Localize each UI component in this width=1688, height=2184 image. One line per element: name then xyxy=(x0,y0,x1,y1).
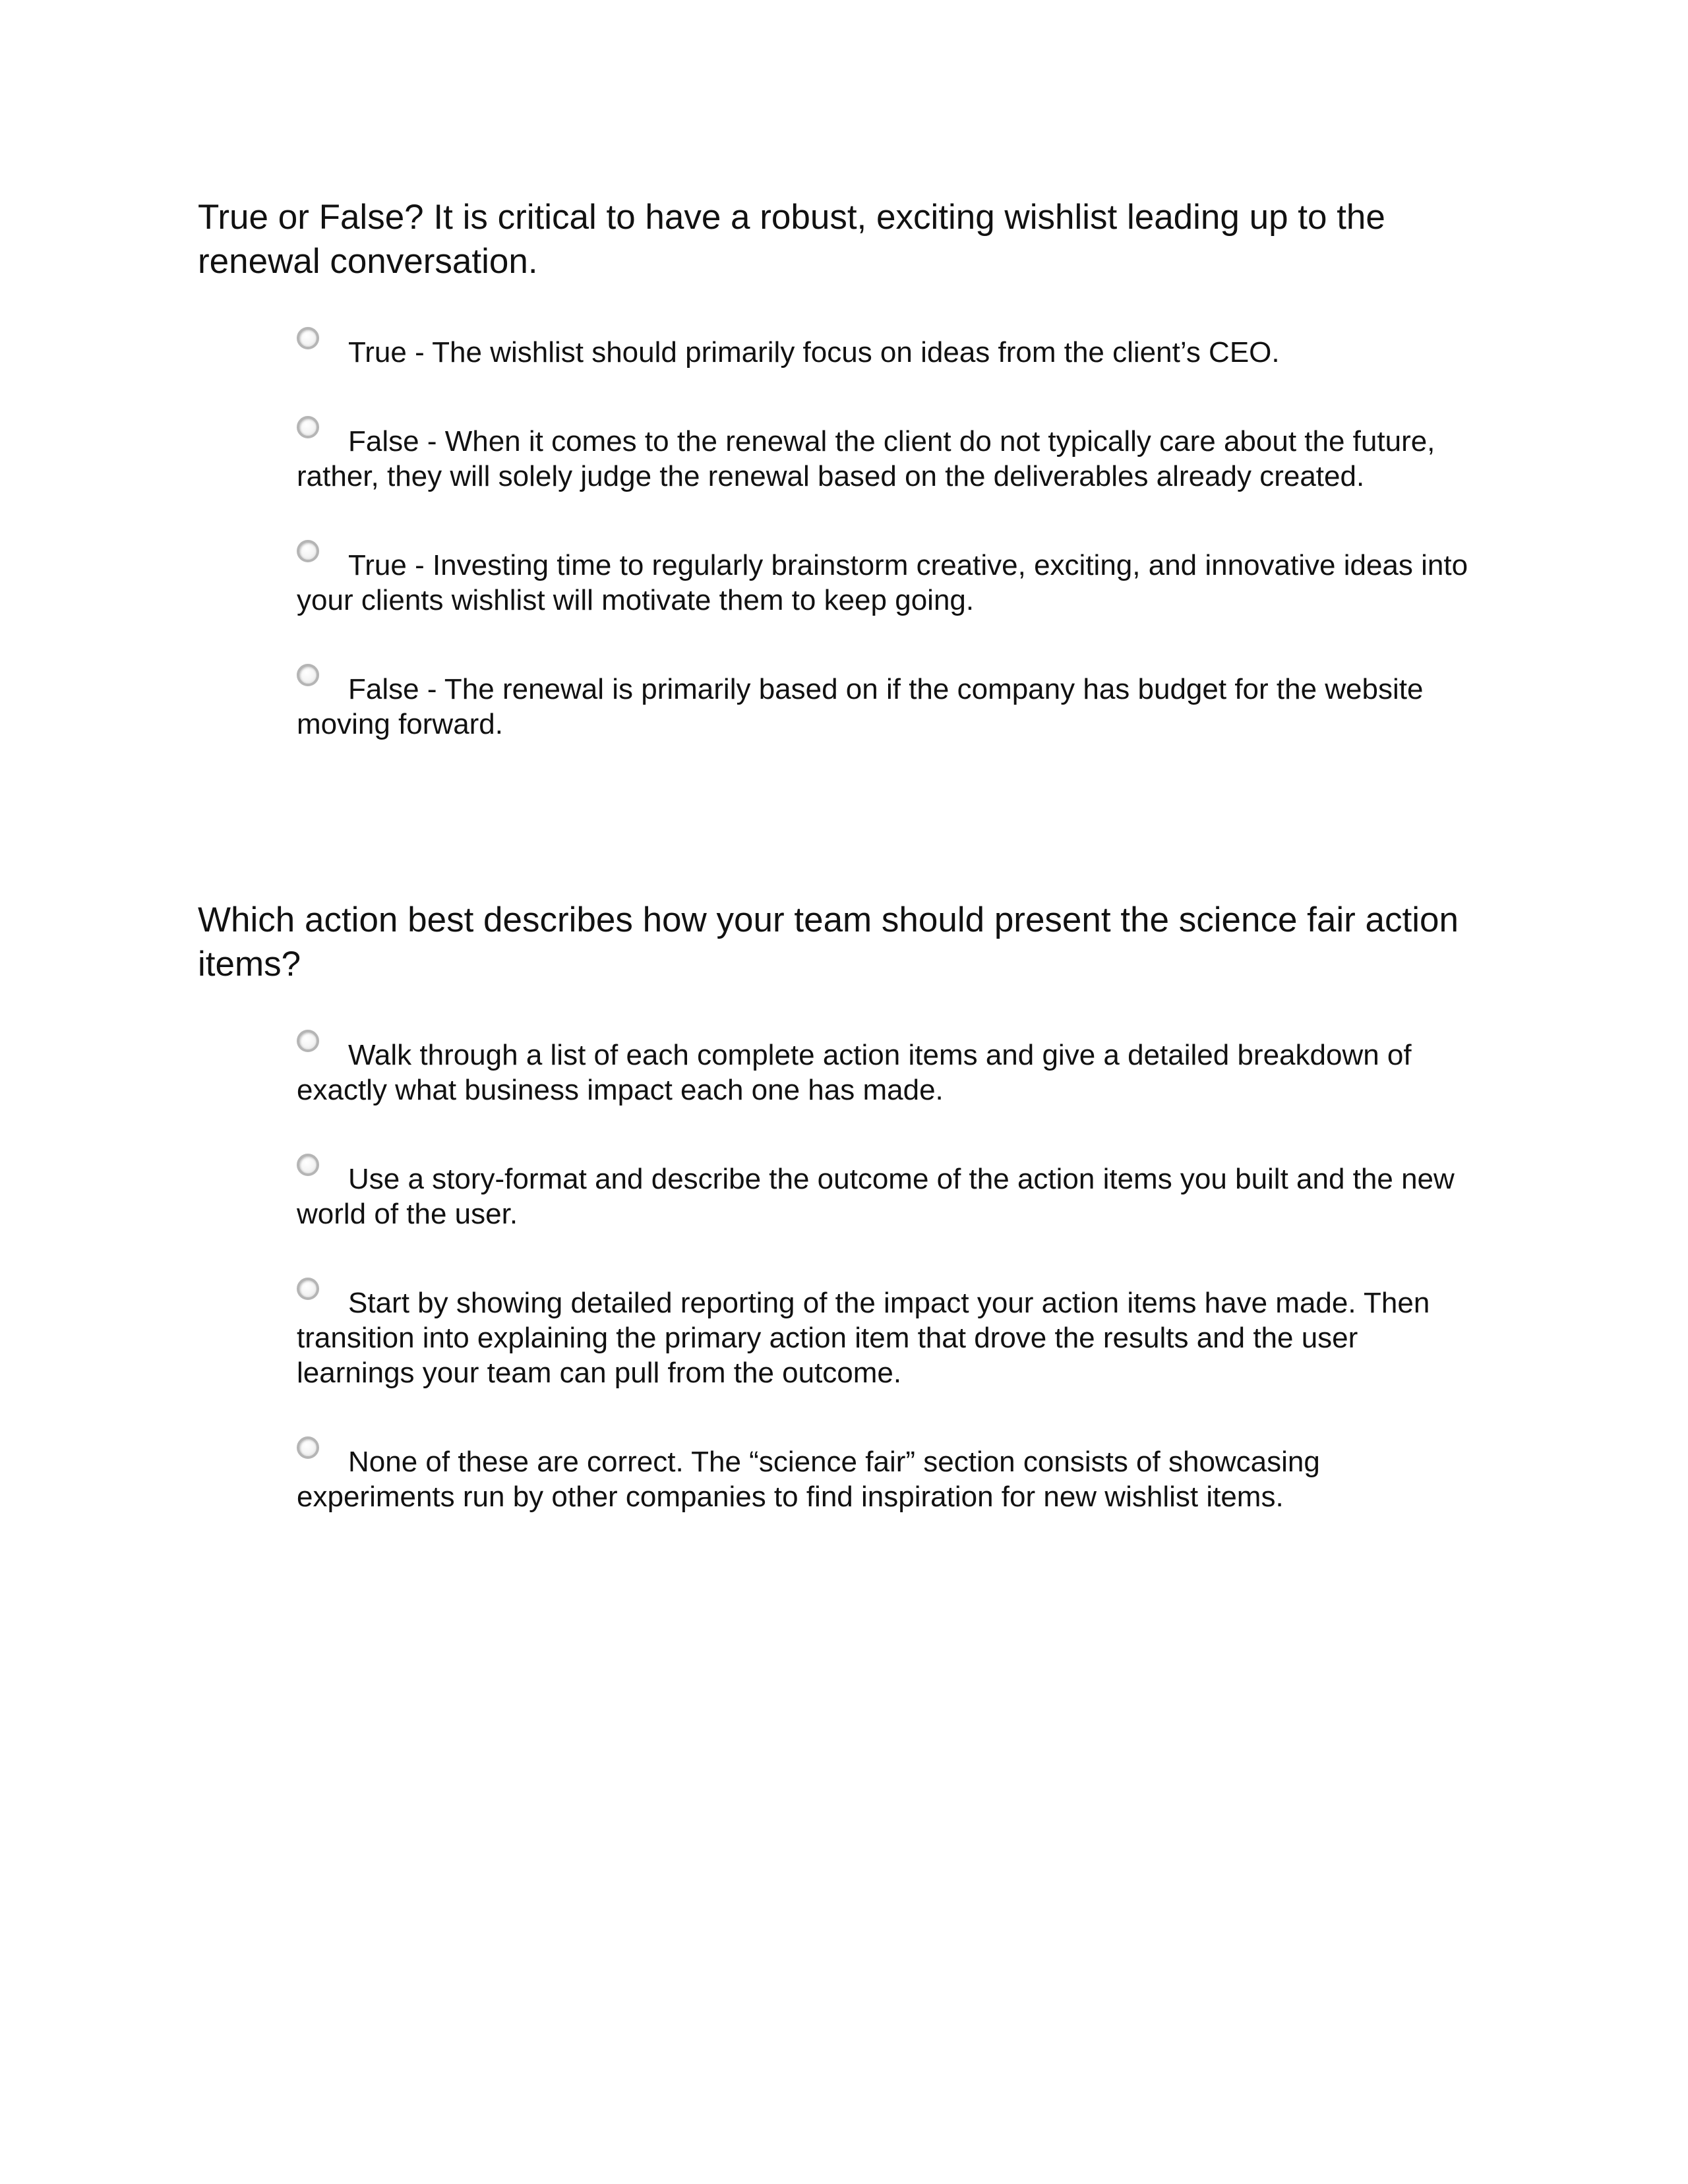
option-label: True - The wishlist should primarily focus on ideas from the client’s CEO. xyxy=(348,336,1280,369)
radio-button-icon[interactable] xyxy=(297,1436,319,1459)
question-2-option-4 xyxy=(297,1444,1484,1514)
question-1-option-4 xyxy=(297,672,1484,742)
option-label: False - When it comes to the renewal the client do not typically care about the future, rather, they will solely judge the renewal based on the deliverables already created. xyxy=(297,425,1435,492)
option-label: Walk through a list of each complete action items and give a detailed breakdown of exactly what business impact each one has made. xyxy=(297,1039,1412,1106)
radio-button-icon[interactable] xyxy=(297,1278,319,1300)
option-label: True - Investing time to regularly brainstorm creative, exciting, and innovative ideas into your clients wishlist will motivate them to keep going. xyxy=(297,549,1468,616)
option-label: Use a story-format and describe the outcome of the action items you built and the new world of the user. xyxy=(297,1163,1455,1230)
radio-button-icon[interactable] xyxy=(297,416,319,438)
radio-button-icon[interactable] xyxy=(297,540,319,562)
option-label: False - The renewal is primarily based on if the company has budget for the website moving forward. xyxy=(297,673,1424,740)
radio-button-icon[interactable] xyxy=(297,327,319,349)
question-1-text: True or False? It is critical to have a robust, exciting wishlist leading up to the renewal conversation. xyxy=(198,198,1385,281)
question-1-option-3 xyxy=(297,548,1484,618)
question-1 xyxy=(198,195,1490,796)
question-2-option-3 xyxy=(297,1285,1484,1390)
radio-button-icon[interactable] xyxy=(297,1030,319,1052)
option-label: Start by showing detailed reporting of the impact your action items have made. Then transition into explaining the primary action item that drove the results and the user learnings your team can pull from the outcome. xyxy=(297,1287,1430,1389)
question-1-options xyxy=(297,335,1484,742)
question-2-options xyxy=(297,1038,1484,1514)
question-2-option-2 xyxy=(297,1162,1484,1231)
radio-button-icon[interactable] xyxy=(297,1154,319,1176)
question-2 xyxy=(198,898,1490,1568)
question-2-text: Which action best describes how your team should present the science fair action items? xyxy=(198,900,1459,984)
question-1-option-1 xyxy=(297,335,1484,370)
question-1-option-2 xyxy=(297,424,1484,494)
option-label: None of these are correct. The “science fair” section consists of showcasing experiments run by other companies to find inspiration for new wishlist items. xyxy=(297,1446,1320,1513)
radio-button-icon[interactable] xyxy=(297,664,319,686)
question-2-option-1 xyxy=(297,1038,1484,1107)
